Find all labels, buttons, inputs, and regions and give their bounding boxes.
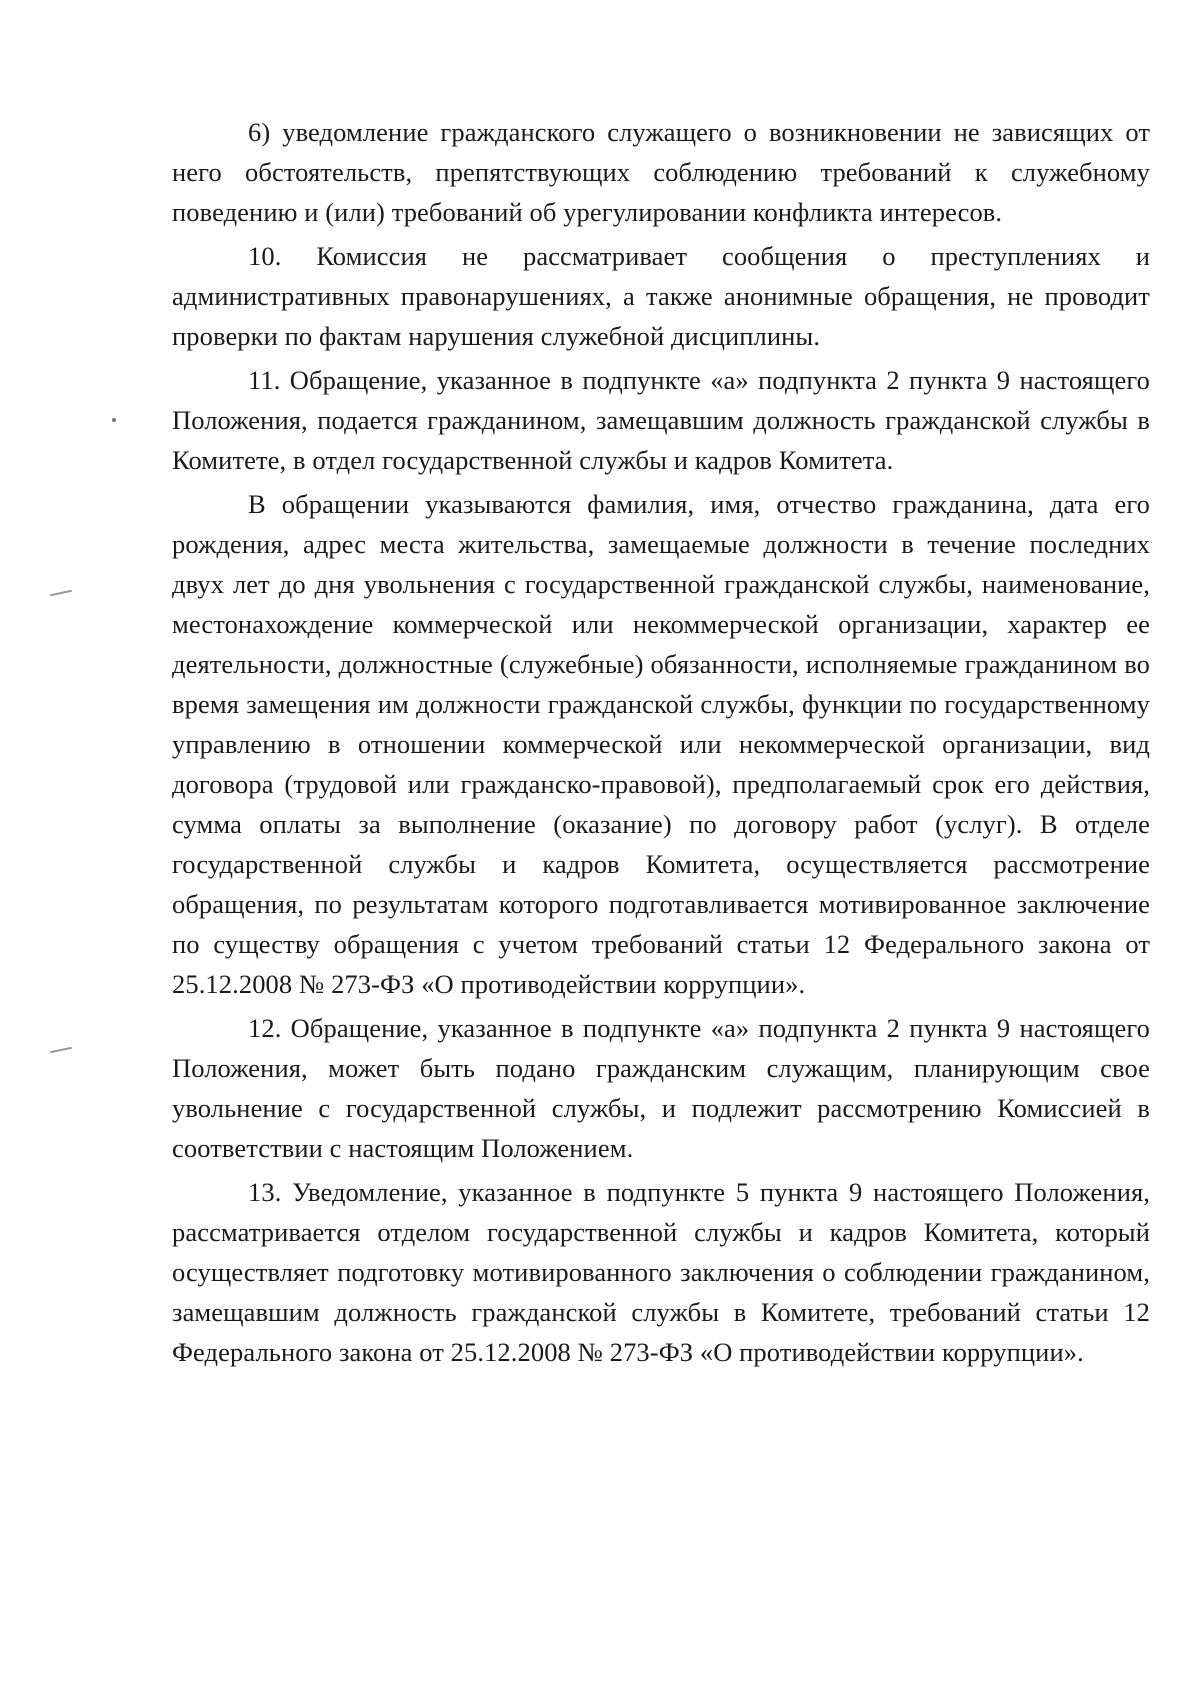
paragraph-item-6: 6) уведомление гражданского служащего о возникновении не зависящих от него обстоятельств, препятствующих соблюдению требований к служебному поведению и (или) требований об урегулировании конфликта интересов.	[172, 117, 1150, 227]
paragraph-10: 10. Комиссия не рассматривает сообщения о преступлениях и административных правонарушениях, а также анонимные обращения, не проводит проверки по фактам нарушения служебной дисциплины.	[172, 241, 1150, 351]
paragraph-11-details: В обращении указываются фамилия, имя, отчество гражданина, дата его рождения, адрес места жительства, замещаемые должности в течение последних двух лет до дня увольнения с государственной гражданской службы, наименование, местонахождение коммерческой или некоммерческой организации, характер ее деятельности, должностные (служебные) обязанности, исполняемые гражданином во время замещения им должности гражданской службы, функции по государственному управлению в отношении коммерческой или некоммерческой организации, вид договора (трудовой или гражданско-правовой), предполагаемый срок его действия, сумма оплаты за выполнение (оказание) по договору работ (услуг). В отделе государственной службы и кадров Комитета, осуществляется рассмотрение обращения, по результатам которого подготавливается мотивированное заключение по существу обращения с учетом требований статьи 12 Федерального закона от 25.12.2008 № 273-ФЗ «О противодействии коррупции».	[172, 489, 1150, 999]
paragraph-11: 11. Обращение, указанное в подпункте «а» подпункта 2 пункта 9 настоящего Положения, подается гражданином, замещавшим должность гражданской службы в Комитете, в отдел государственной службы и кадров Комитета.	[172, 365, 1150, 475]
scan-dot	[112, 418, 116, 422]
document-page	[172, 112, 1150, 1372]
paragraph-12: 12. Обращение, указанное в подпункте «а» подпункта 2 пункта 9 настоящего Положения, может быть подано гражданским служащим, планирующим свое увольнение с государственной службы, и подлежит рассмотрению Комиссией в соответствии с настоящим Положением.	[172, 1013, 1150, 1163]
scan-mark	[50, 590, 72, 597]
scan-mark	[50, 1047, 72, 1054]
paragraph-13: 13. Уведомление, указанное в подпункте 5 пункта 9 настоящего Положения, рассматривается отделом государственной службы и кадров Комитета, который осуществляет подготовку мотивированного заключения о соблюдении гражданином, замещавшим должность гражданской службы в Комитете, требований статьи 12 Федерального закона от 25.12.2008 № 273-ФЗ «О противодействии коррупции».	[172, 1177, 1150, 1367]
